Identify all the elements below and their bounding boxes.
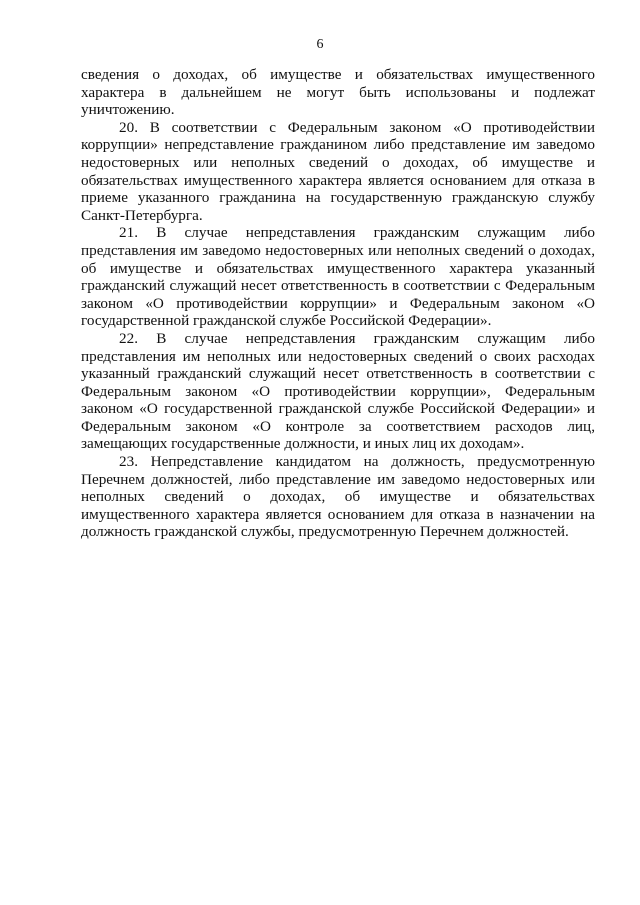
- document-body: [81, 66, 595, 541]
- page-number: 6: [316, 37, 324, 52]
- paragraph-23: 23. Непредставление кандидатом на должность, предусмотренную Перечнем должностей, либо представление им заведомо недостоверных или неполных сведений о доходах, об имуществе и обязательствах имущественного характера является основанием для отказа в назначении на должность гражданской службы, предусмотренную Перечнем должностей.: [81, 453, 595, 541]
- paragraph-22: 22. В случае непредставления гражданским служащим либо представления им неполных или недостоверных сведений о своих расходах указанный гражданский служащий несет ответственность в соответствии с Федеральным законом «О противодействии коррупции», Федеральным законом «О государственной гражданской службе Российской Федерации» и Федеральным законом «О контроле за соответствием расходов лиц, замещающих государственные должности, и иных лиц их доходам».: [81, 329, 595, 453]
- paragraph-21: 21. В случае непредставления гражданским служащим либо представления им заведомо недостоверных или неполных сведений о доходах, об имуществе и обязательствах имущественного характера указанный гражданский служащий несет ответственность в соответствии с Федеральным законом «О противодействии коррупции» и Федеральным законом «О государственной гражданской службе Российской Федерации».: [81, 224, 595, 330]
- paragraph-20: 20. В соответствии с Федеральным законом «О противодействии коррупции» непредставление гражданином либо представление им заведомо недостоверных или неполных сведений о доходах, об имуществе и обязательствах имущественного характера является основанием для отказа в приеме указанного гражданина на государственную гражданскую службу Санкт-Петербурга.: [81, 118, 595, 224]
- paragraph-continuation: сведения о доходах, об имуществе и обязательствах имущественного характера в дальнейшем не могут быть использованы и подлежат уничтожению.: [81, 66, 595, 119]
